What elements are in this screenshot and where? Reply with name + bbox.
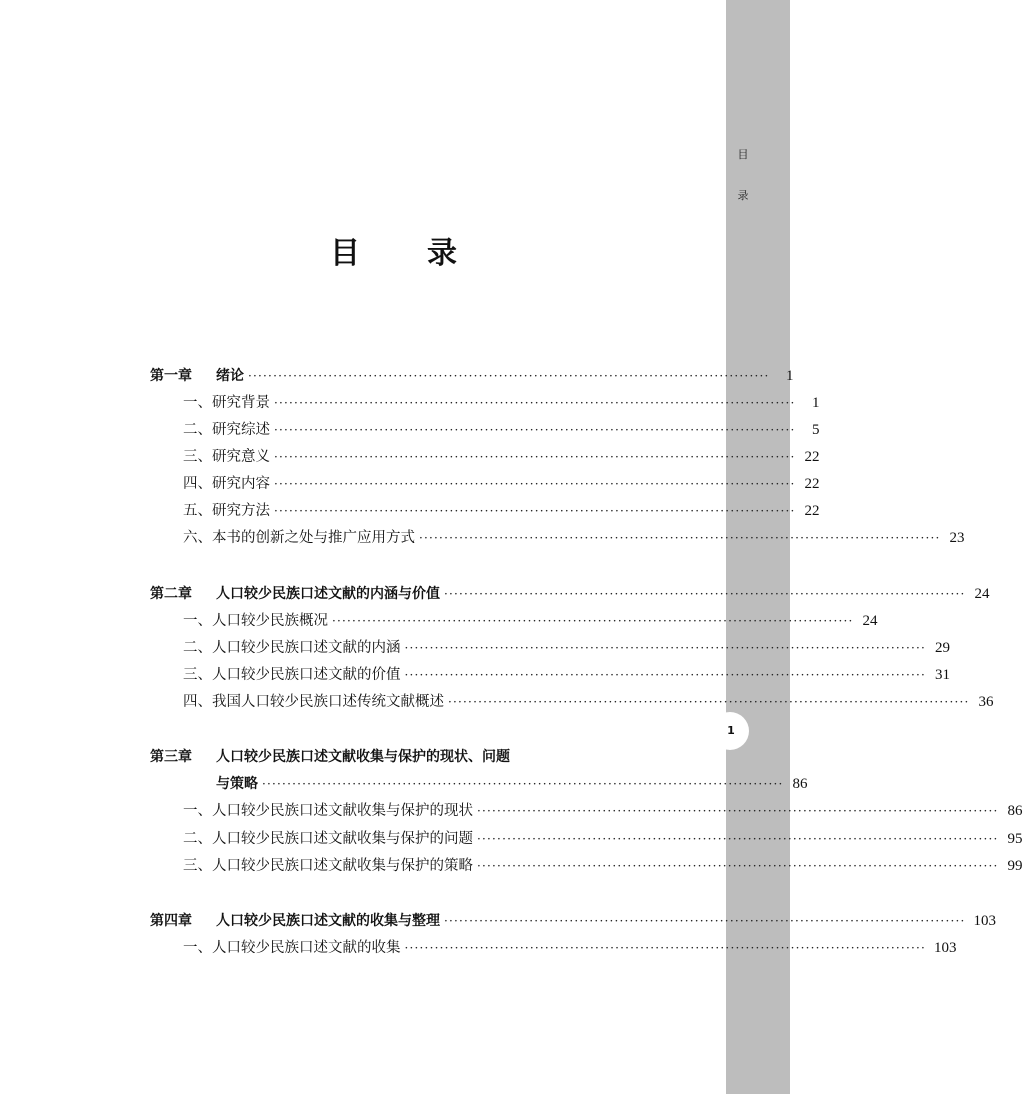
toc-chapter-title: 与策略 — [216, 776, 258, 792]
toc-page-number: 5 — [812, 422, 820, 438]
toc-leader: ········································································································ — [448, 695, 970, 709]
toc-page-number: 86 — [1007, 803, 1023, 819]
toc-chapter-number: 第二章 — [150, 586, 192, 602]
toc-section-title: 一、人口较少民族概况 — [183, 613, 328, 629]
toc-leader: ········································································································ — [248, 369, 770, 383]
toc-section-title: 四、我国人口较少民族口述传统文献概述 — [183, 694, 444, 710]
side-tab-char-2: 录 — [737, 189, 749, 202]
side-tab-char-1: 目 — [737, 148, 749, 161]
toc-page-number: 95 — [1007, 831, 1023, 847]
toc-section-title: 二、研究综述 — [183, 422, 270, 438]
toc-chapter-title: 人口较少民族口述文献收集与保护的现状、问题 — [216, 749, 510, 765]
toc-leader: ········································································································ — [274, 477, 796, 491]
toc-chapter[interactable] — [150, 747, 638, 767]
toc-chapter[interactable] — [150, 366, 794, 386]
toc-page-number: 103 — [934, 940, 957, 956]
toc-section[interactable] — [183, 801, 1023, 821]
title-char-2: 录 — [427, 236, 457, 271]
toc-leader: ········································································································ — [332, 614, 854, 628]
toc-section[interactable] — [183, 528, 965, 548]
toc-page-number: 103 — [973, 913, 997, 929]
toc-page-number: 1 — [812, 395, 820, 411]
toc-section[interactable] — [183, 393, 820, 413]
toc-leader: ········································································································ — [274, 396, 796, 410]
toc-leader: ········································································································ — [262, 777, 784, 791]
toc-chapter-number: 第四章 — [150, 913, 192, 929]
toc-section-title: 三、人口较少民族口述文献收集与保护的策略 — [183, 858, 473, 874]
toc-section-title: 三、人口较少民族口述文献的价值 — [183, 667, 401, 683]
toc-leader: ········································································································ — [419, 531, 941, 545]
toc-section-title: 四、研究内容 — [183, 476, 270, 492]
toc-section[interactable] — [183, 420, 820, 440]
toc-leader: ········································································································ — [274, 423, 796, 437]
toc-section-title: 二、人口较少民族口述文献收集与保护的问题 — [183, 831, 473, 847]
toc-leader: ········································································································ — [444, 914, 966, 928]
toc-section[interactable] — [183, 829, 1023, 849]
toc-chapter-continued[interactable] — [216, 774, 808, 794]
toc-section-title: 三、研究意义 — [183, 449, 270, 465]
toc-section[interactable] — [183, 856, 1023, 876]
toc-leader: ········································································································ — [477, 804, 999, 818]
toc-leader: ········································································································ — [274, 450, 796, 464]
toc-leader: ········································································································ — [404, 668, 927, 682]
toc-chapter-title: 绪论 — [216, 368, 244, 384]
toc-section-title: 一、人口较少民族口述文献的收集 — [183, 940, 401, 956]
toc-chapter-title: 人口较少民族口述文献的收集与整理 — [216, 913, 440, 929]
toc-page-number: 22 — [804, 503, 820, 519]
toc-page-number: 22 — [804, 476, 820, 492]
toc-page-number: 29 — [935, 640, 951, 656]
toc-section[interactable] — [183, 501, 820, 521]
toc-leader: ········································································································ — [404, 941, 927, 955]
toc-section-title: 一、研究背景 — [183, 395, 270, 411]
toc-section[interactable] — [183, 447, 820, 467]
toc-section[interactable] — [183, 611, 878, 631]
toc-section-title: 六、本书的创新之处与推广应用方式 — [183, 530, 415, 546]
toc-page-number: 99 — [1007, 858, 1023, 874]
toc-page-number: 31 — [935, 667, 951, 683]
toc-section[interactable] — [183, 665, 951, 685]
toc-leader: ········································································································ — [404, 641, 927, 655]
toc-page-number: 22 — [804, 449, 820, 465]
toc-leader: ········································································································ — [274, 504, 796, 518]
toc-section-title: 二、人口较少民族口述文献的内涵 — [183, 640, 401, 656]
toc-page-number: 86 — [792, 776, 808, 792]
toc-leader: ········································································································ — [477, 832, 999, 846]
toc-section-title: 一、人口较少民族口述文献收集与保护的现状 — [183, 803, 473, 819]
toc-section[interactable] — [183, 692, 994, 712]
toc-page-number: 36 — [978, 694, 994, 710]
toc-section[interactable] — [183, 938, 957, 958]
page-number: 1 — [727, 724, 735, 737]
toc-section[interactable] — [183, 474, 820, 494]
toc-chapter-title: 人口较少民族口述文献的内涵与价值 — [216, 586, 440, 602]
toc-section[interactable] — [183, 638, 951, 658]
toc-chapter[interactable] — [150, 911, 997, 931]
title-char-1: 目 — [330, 236, 360, 271]
toc-chapter-number: 第三章 — [150, 749, 192, 765]
toc-page-number: 1 — [786, 368, 794, 384]
page-title — [0, 228, 790, 272]
toc-page-number: 24 — [862, 613, 878, 629]
toc-section-title: 五、研究方法 — [183, 503, 270, 519]
toc-chapter[interactable] — [150, 584, 990, 604]
toc-leader: ········································································································ — [477, 859, 999, 873]
toc-page-number: 24 — [974, 586, 990, 602]
toc-page-number: 23 — [949, 530, 965, 546]
toc-leader: ········································································································ — [444, 587, 966, 601]
toc-chapter-number: 第一章 — [150, 368, 192, 384]
